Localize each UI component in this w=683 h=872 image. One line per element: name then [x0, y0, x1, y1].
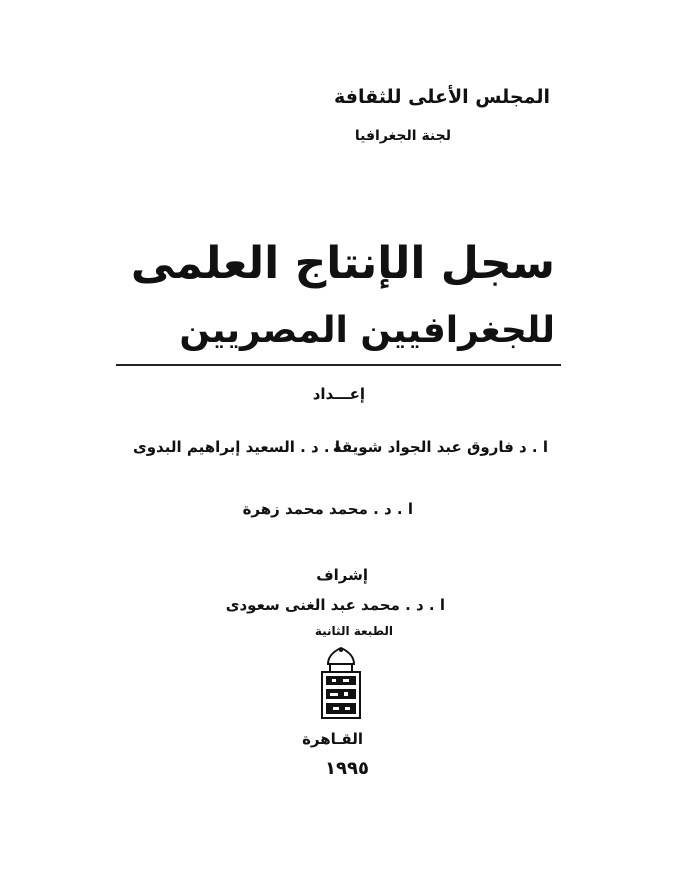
publisher-name: المجلس الأعلى للثقافة — [334, 86, 550, 108]
title-divider — [116, 364, 561, 366]
supervision-label: إشراف — [316, 566, 368, 584]
council-logo-icon — [318, 646, 364, 722]
author-name: ا . د فاروق عبد الجواد شويقة — [332, 438, 548, 456]
publication-year: ١٩٩٥ — [325, 758, 369, 779]
book-title-line-2: للجغرافيين المصريين — [179, 310, 555, 351]
publication-city: القـاهرة — [302, 730, 363, 748]
book-title-line-1: سجل الإنتاج العلمى — [130, 238, 555, 289]
author-name: ا . د . السعيد إبراهيم البدوى — [132, 438, 340, 456]
edition-label: الطبعة الثانية — [314, 624, 393, 638]
supervisor-name: ا . د . محمد عبد الغنى سعودى — [225, 596, 445, 614]
author-name: ا . د . محمد محمد زهرة — [242, 500, 413, 518]
committee-name: لجنة الجغرافيا — [354, 128, 451, 144]
prepared-by-label: إعـــداد — [312, 385, 365, 403]
